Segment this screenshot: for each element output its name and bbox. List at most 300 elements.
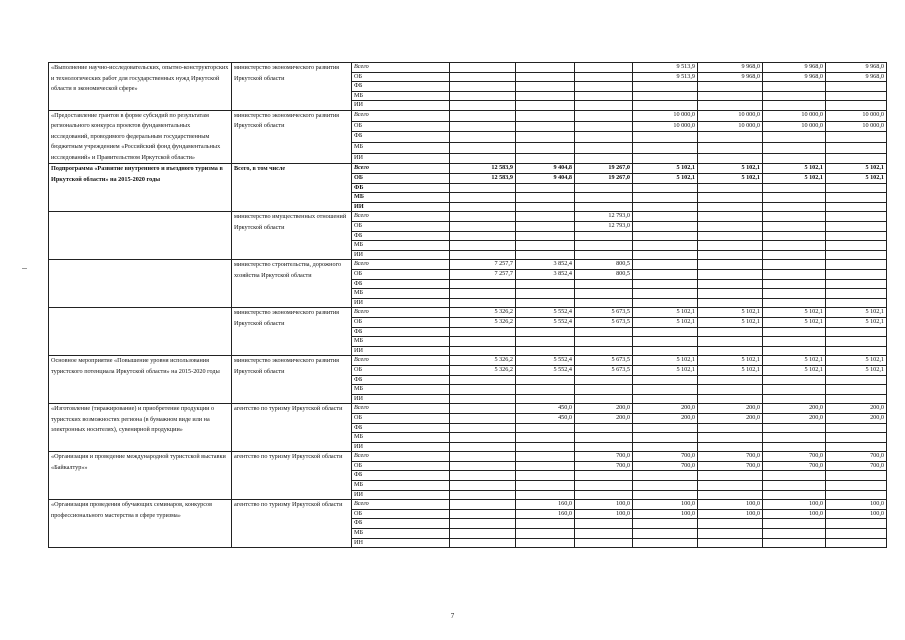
amount-cell-2 [516,132,575,143]
funding-source: ИИ [352,202,450,212]
amount-cell-1 [450,471,516,481]
activity-description: Подпрограмма «Развитие внутреннего и въездного туризма в Иркутской области» на 2015-2020 годы [49,164,232,212]
amount-cell-7: 5 102,1 [826,308,887,318]
funding-source: Всего [352,308,450,318]
amount-cell-2: 5 552,4 [516,356,575,366]
amount-cell-3: 19 267,0 [575,174,633,184]
amount-cell-3 [575,231,633,241]
funding-source: МБ [352,289,450,299]
amount-cell-4: 9 513,9 [633,72,698,82]
amount-cell-7 [826,423,887,433]
amount-cell-1 [450,132,516,143]
amount-cell-4 [633,250,698,260]
amount-cell-3: 800,5 [575,270,633,280]
amount-cell-3 [575,471,633,481]
amount-cell-1 [450,375,516,385]
amount-cell-4 [633,433,698,443]
amount-cell-6: 10 000,0 [763,121,826,132]
document-page [48,62,884,548]
amount-cell-3: 19 267,0 [575,164,633,174]
amount-cell-5 [698,270,763,280]
amount-cell-6 [763,91,826,101]
amount-cell-3 [575,423,633,433]
amount-cell-5 [698,212,763,222]
amount-cell-2 [516,327,575,337]
funding-source: ИИ [352,298,450,308]
amount-cell-6 [763,481,826,491]
amount-cell-5: 5 102,1 [698,174,763,184]
amount-cell-5 [698,538,763,548]
activity-description: «Организация проведения обучающих семинаров, конкурсов профессионального мастерства в сфере туризма» [49,500,232,548]
amount-cell-5 [698,202,763,212]
amount-cell-2 [516,394,575,404]
amount-cell-4 [633,529,698,539]
funding-source: МБ [352,385,450,395]
funding-source: ФБ [352,375,450,385]
amount-cell-4: 10 000,0 [633,121,698,132]
amount-cell-3: 800,5 [575,260,633,270]
amount-cell-5 [698,385,763,395]
amount-cell-6 [763,222,826,232]
activity-description: «Выполнение научно-исследовательских, опытно-конструкторских и технологических работ для государственных нужд Иркутской области в экономической сфере» [49,63,232,111]
amount-cell-3 [575,385,633,395]
amount-cell-3: 5 673,5 [575,317,633,327]
amount-cell-5: 700,0 [698,461,763,471]
amount-cell-4 [633,442,698,452]
amount-cell-4 [633,375,698,385]
amount-cell-5 [698,423,763,433]
amount-cell-4 [633,298,698,308]
amount-cell-1 [450,385,516,395]
amount-cell-3 [575,279,633,289]
amount-cell-7 [826,153,887,164]
funding-source: ОБ [352,270,450,280]
amount-cell-1 [450,337,516,347]
amount-cell-1 [450,538,516,548]
amount-cell-5: 200,0 [698,413,763,423]
amount-cell-4: 5 102,1 [633,164,698,174]
amount-cell-7 [826,202,887,212]
funding-source: ОБ [352,413,450,423]
amount-cell-6: 10 000,0 [763,110,826,121]
amount-cell-1 [450,110,516,121]
amount-cell-3 [575,193,633,203]
amount-cell-4 [633,270,698,280]
amount-cell-1 [450,346,516,356]
amount-cell-5: 9 968,0 [698,63,763,73]
amount-cell-7 [826,250,887,260]
amount-cell-3: 5 673,5 [575,356,633,366]
amount-cell-6 [763,538,826,548]
amount-cell-2 [516,212,575,222]
amount-cell-7: 200,0 [826,404,887,414]
amount-cell-4 [633,183,698,193]
amount-cell-3: 200,0 [575,413,633,423]
amount-cell-4: 5 102,1 [633,174,698,184]
amount-cell-5 [698,481,763,491]
funding-source: Всего [352,212,450,222]
funding-source: ОБ [352,72,450,82]
amount-cell-3: 12 793,0 [575,222,633,232]
amount-cell-4: 100,0 [633,500,698,510]
amount-cell-2 [516,519,575,529]
amount-cell-1 [450,63,516,73]
amount-cell-1: 5 326,2 [450,317,516,327]
funding-source: ОБ [352,222,450,232]
amount-cell-7 [826,183,887,193]
funding-source: ОБ [352,317,450,327]
amount-cell-4 [633,212,698,222]
responsible-executor: министерство экономического развития Иркутской области [232,110,352,164]
funding-source: МБ [352,91,450,101]
amount-cell-3 [575,490,633,500]
amount-cell-5 [698,250,763,260]
funding-source: МБ [352,337,450,347]
funding-source: ИН [352,538,450,548]
amount-cell-3 [575,250,633,260]
amount-cell-7 [826,279,887,289]
amount-cell-5 [698,193,763,203]
amount-cell-6 [763,193,826,203]
funding-source: ИИ [352,490,450,500]
funding-source: ИИ [352,346,450,356]
amount-cell-6 [763,385,826,395]
amount-cell-6 [763,202,826,212]
funding-source: МБ [352,143,450,154]
amount-cell-1 [450,193,516,203]
amount-cell-6 [763,375,826,385]
amount-cell-3 [575,433,633,443]
funding-source: ФБ [352,132,450,143]
amount-cell-6 [763,337,826,347]
responsible-executor: министерство экономического развития Иркутской области [232,63,352,111]
amount-cell-2: 9 404,8 [516,174,575,184]
responsible-executor: министерство имущественных отношений Иркутской области [232,212,352,260]
amount-cell-1 [450,241,516,251]
funding-source: Всего [352,356,450,366]
amount-cell-2 [516,143,575,154]
activity-description [49,260,232,308]
amount-cell-3: 700,0 [575,461,633,471]
amount-cell-6 [763,212,826,222]
amount-cell-3: 100,0 [575,509,633,519]
amount-cell-3 [575,202,633,212]
amount-cell-3 [575,442,633,452]
amount-cell-6: 5 102,1 [763,365,826,375]
amount-cell-6: 200,0 [763,404,826,414]
amount-cell-1 [450,91,516,101]
amount-cell-4 [633,538,698,548]
amount-cell-4: 5 102,1 [633,317,698,327]
table-row [49,63,887,73]
amount-cell-2: 450,0 [516,413,575,423]
amount-cell-7: 9 968,0 [826,63,887,73]
amount-cell-4: 5 102,1 [633,365,698,375]
amount-cell-2 [516,385,575,395]
amount-cell-4: 700,0 [633,452,698,462]
amount-cell-5: 5 102,1 [698,308,763,318]
amount-cell-6 [763,490,826,500]
amount-cell-2 [516,375,575,385]
amount-cell-7 [826,270,887,280]
amount-cell-7 [826,298,887,308]
amount-cell-7: 700,0 [826,452,887,462]
amount-cell-7 [826,82,887,92]
amount-cell-6: 200,0 [763,413,826,423]
amount-cell-6 [763,132,826,143]
funding-source: ФБ [352,82,450,92]
amount-cell-3: 700,0 [575,452,633,462]
amount-cell-4 [633,327,698,337]
amount-cell-5: 10 000,0 [698,121,763,132]
amount-cell-3: 200,0 [575,404,633,414]
funding-source: ОБ [352,365,450,375]
amount-cell-7 [826,442,887,452]
amount-cell-2 [516,423,575,433]
funding-source: Всего [352,260,450,270]
amount-cell-1 [450,461,516,471]
funding-source: ИИ [352,442,450,452]
funding-source: ФБ [352,423,450,433]
amount-cell-6: 700,0 [763,452,826,462]
amount-cell-4: 200,0 [633,404,698,414]
responsible-executor: агентство по туризму Иркутской области [232,452,352,500]
amount-cell-4 [633,82,698,92]
amount-cell-1 [450,202,516,212]
amount-cell-6 [763,346,826,356]
amount-cell-2 [516,289,575,299]
amount-cell-6 [763,241,826,251]
amount-cell-5 [698,327,763,337]
amount-cell-7 [826,471,887,481]
amount-cell-5: 9 968,0 [698,72,763,82]
amount-cell-2 [516,91,575,101]
amount-cell-7: 5 102,1 [826,356,887,366]
amount-cell-1 [450,423,516,433]
amount-cell-5: 5 102,1 [698,317,763,327]
amount-cell-3 [575,327,633,337]
amount-cell-1 [450,519,516,529]
amount-cell-7 [826,433,887,443]
amount-cell-3 [575,132,633,143]
amount-cell-5 [698,82,763,92]
amount-cell-1: 5 326,2 [450,308,516,318]
amount-cell-3 [575,63,633,73]
table-row [49,452,887,462]
amount-cell-1 [450,153,516,164]
amount-cell-7: 10 000,0 [826,110,887,121]
amount-cell-4 [633,231,698,241]
funding-source: ИИ [352,153,450,164]
amount-cell-1 [450,394,516,404]
amount-cell-7: 100,0 [826,509,887,519]
amount-cell-4 [633,337,698,347]
margin-mark [22,268,27,269]
amount-cell-6 [763,250,826,260]
amount-cell-2 [516,121,575,132]
amount-cell-2 [516,193,575,203]
table-row [49,260,887,270]
funding-source: Всего [352,404,450,414]
amount-cell-6: 100,0 [763,509,826,519]
amount-cell-6 [763,289,826,299]
amount-cell-1: 12 583,9 [450,174,516,184]
amount-cell-3 [575,298,633,308]
amount-cell-5 [698,337,763,347]
amount-cell-3 [575,375,633,385]
amount-cell-3 [575,538,633,548]
amount-cell-5 [698,143,763,154]
amount-cell-7 [826,212,887,222]
amount-cell-1 [450,289,516,299]
amount-cell-3 [575,481,633,491]
amount-cell-5 [698,346,763,356]
amount-cell-6 [763,529,826,539]
amount-cell-4 [633,279,698,289]
amount-cell-1: 5 326,2 [450,356,516,366]
amount-cell-5 [698,222,763,232]
amount-cell-4 [633,346,698,356]
amount-cell-3 [575,101,633,111]
amount-cell-7 [826,385,887,395]
amount-cell-1 [450,433,516,443]
amount-cell-5 [698,101,763,111]
amount-cell-4: 5 102,1 [633,308,698,318]
amount-cell-2 [516,101,575,111]
amount-cell-1 [450,404,516,414]
amount-cell-1 [450,279,516,289]
amount-cell-4: 5 102,1 [633,356,698,366]
amount-cell-7: 100,0 [826,500,887,510]
responsible-executor: министерство строительства, дорожного хозяйства Иркутской области [232,260,352,308]
amount-cell-2 [516,433,575,443]
amount-cell-2 [516,250,575,260]
amount-cell-7: 9 968,0 [826,72,887,82]
amount-cell-1 [450,250,516,260]
table-row [49,356,887,366]
amount-cell-7 [826,490,887,500]
funding-source: ФБ [352,279,450,289]
amount-cell-6 [763,433,826,443]
amount-cell-2 [516,63,575,73]
amount-cell-7 [826,519,887,529]
amount-cell-2 [516,452,575,462]
amount-cell-4: 10 000,0 [633,110,698,121]
amount-cell-2 [516,202,575,212]
funding-source: МБ [352,529,450,539]
amount-cell-2: 5 552,4 [516,365,575,375]
amount-cell-1: 7 257,7 [450,270,516,280]
amount-cell-3 [575,183,633,193]
funding-source: МБ [352,433,450,443]
activity-description: «Изготовление (тиражирование) и приобретение продукции о туристских возможностях региона (в бумажном виде или на электронных носителях), сувенирной продукции» [49,404,232,452]
amount-cell-5 [698,153,763,164]
amount-cell-2 [516,442,575,452]
amount-cell-6: 100,0 [763,500,826,510]
amount-cell-6: 5 102,1 [763,164,826,174]
responsible-executor: министерство экономического развития Иркутской области [232,308,352,356]
amount-cell-1 [450,452,516,462]
amount-cell-1 [450,413,516,423]
amount-cell-1 [450,509,516,519]
amount-cell-5 [698,91,763,101]
amount-cell-3 [575,110,633,121]
amount-cell-1 [450,231,516,241]
activity-description: «Организация и проведение международной туристской выставки «Байкалтур»» [49,452,232,500]
table-row [49,110,887,121]
responsible-executor: агентство по туризму Иркутской области [232,500,352,548]
amount-cell-7: 200,0 [826,413,887,423]
amount-cell-2: 160,0 [516,509,575,519]
amount-cell-3: 12 793,0 [575,212,633,222]
amount-cell-1 [450,72,516,82]
amount-cell-4 [633,193,698,203]
amount-cell-2 [516,481,575,491]
funding-source: ФБ [352,327,450,337]
amount-cell-7 [826,289,887,299]
amount-cell-7 [826,481,887,491]
table-row [49,308,887,318]
activity-description: «Предоставление грантов в форме субсидий по результатам регионального конкурса проектов фундаментальных исследований, проводимого федеральным государственным бюджетным учреждением «Российский фонд фундаментальных исследований» и Правительством Иркутской области» [49,110,232,164]
amount-cell-7 [826,91,887,101]
amount-cell-1 [450,327,516,337]
funding-source: ОБ [352,174,450,184]
page-number: 7 [450,612,455,620]
activity-description [49,308,232,356]
amount-cell-3: 5 673,5 [575,365,633,375]
amount-cell-6 [763,183,826,193]
amount-cell-5 [698,260,763,270]
amount-cell-4: 200,0 [633,413,698,423]
funding-source: МБ [352,481,450,491]
table-row [49,404,887,414]
funding-source: Всего [352,110,450,121]
amount-cell-7: 5 102,1 [826,365,887,375]
amount-cell-2 [516,153,575,164]
amount-cell-5 [698,471,763,481]
amount-cell-5 [698,183,763,193]
responsible-executor: министерство экономического развития Иркутской области [232,356,352,404]
amount-cell-3 [575,289,633,299]
amount-cell-6 [763,279,826,289]
funding-source: ИИ [352,250,450,260]
amount-cell-7: 5 102,1 [826,174,887,184]
amount-cell-4 [633,202,698,212]
amount-cell-2 [516,183,575,193]
amount-cell-4 [633,101,698,111]
amount-cell-2 [516,82,575,92]
amount-cell-1 [450,442,516,452]
amount-cell-2: 3 852,4 [516,270,575,280]
funding-source: Всего [352,63,450,73]
amount-cell-7 [826,260,887,270]
amount-cell-7: 5 102,1 [826,317,887,327]
amount-cell-2 [516,471,575,481]
amount-cell-6: 9 968,0 [763,63,826,73]
amount-cell-6 [763,270,826,280]
table-row [49,164,887,174]
amount-cell-5 [698,490,763,500]
activity-description [49,212,232,260]
amount-cell-1 [450,183,516,193]
amount-cell-4 [633,423,698,433]
amount-cell-1: 12 583,9 [450,164,516,174]
amount-cell-6 [763,143,826,154]
amount-cell-4 [633,394,698,404]
amount-cell-6 [763,471,826,481]
amount-cell-2 [516,538,575,548]
amount-cell-6: 700,0 [763,461,826,471]
